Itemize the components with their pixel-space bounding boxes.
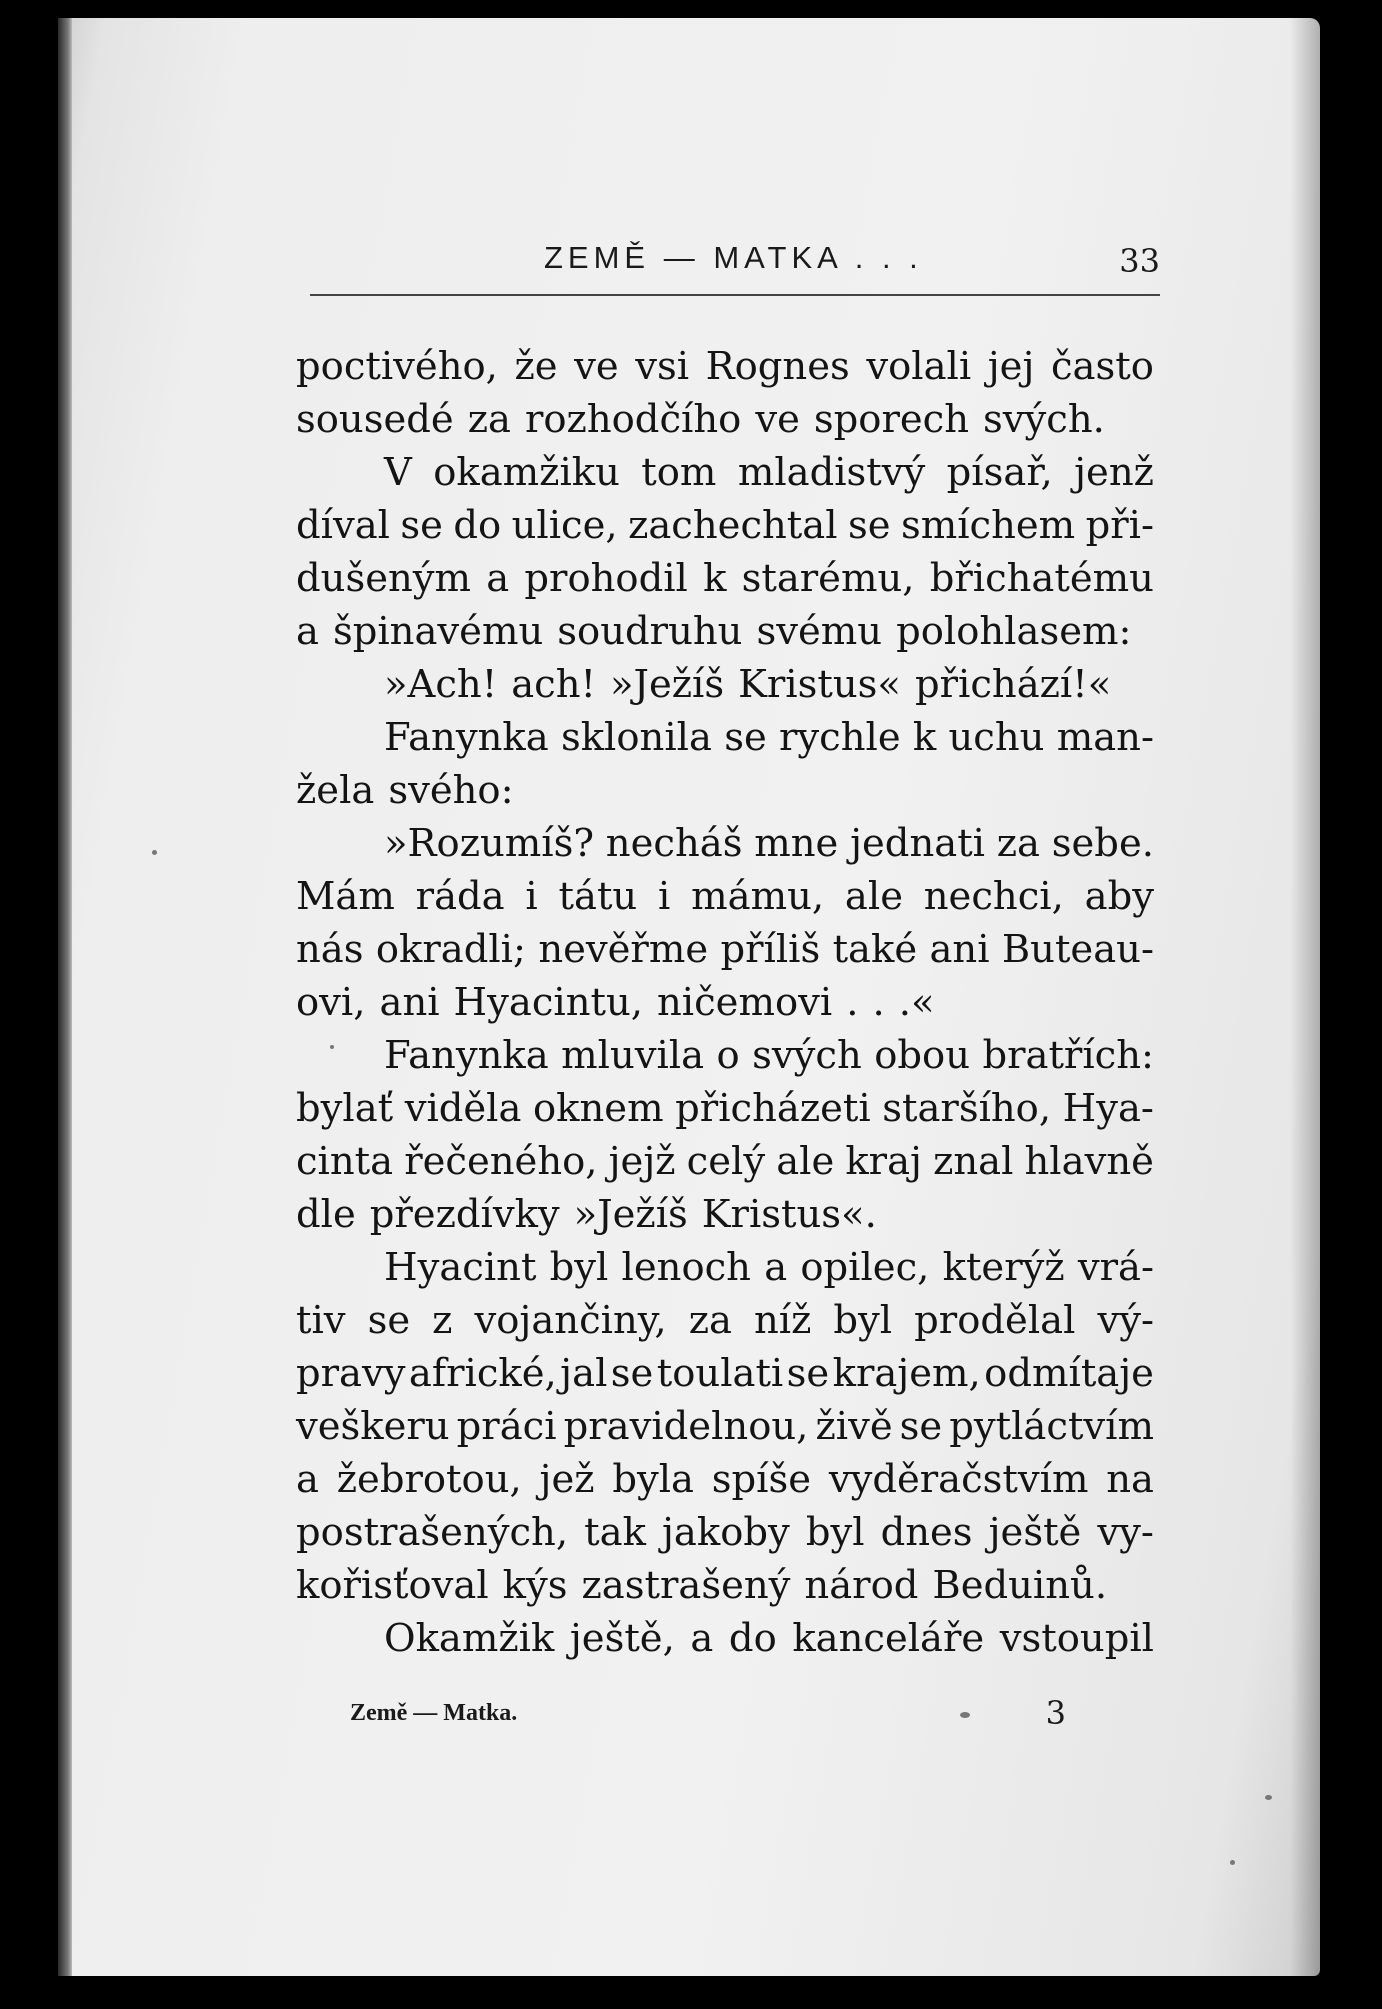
text-line: díval se do ulice, zachechtal se smíchem při- [296,503,1154,548]
paper-speck [152,850,157,855]
text-line: kořisťoval kýs zastrašený národ Beduinů. [296,1563,1108,1608]
paper-speck [330,1045,334,1049]
text-line: »Ach! ach! »Ježíš Kristus« přichází!« [384,662,1112,707]
page-number: 33 [1119,242,1160,280]
text-line: a špinavému soudruhu svému polohlasem: [296,609,1132,654]
signature-mark: Země — Matka. [350,1700,518,1726]
header-rule [310,294,1160,296]
body-text [296,340,1154,1665]
page-header [300,232,1160,296]
text-line: poctivého, že ve vsi Rognes volali jej často [296,344,1154,389]
text-line: Fanynka sklonila se rychle k uchu man- [384,715,1154,760]
page-gutter-shadow [58,18,72,1976]
paper-speck [1230,1860,1235,1865]
page-footer [350,1694,1066,1744]
text-line: »Rozumíš? necháš mne jednati za sebe. [384,821,1154,866]
text-line: Okamžik ještě, a do kanceláře vstoupil [384,1616,1154,1661]
text-line: postrašených, tak jakoby byl dnes ještě vy- [296,1510,1154,1555]
text-line: veškeru práci pravidelnou, živě se pytláctvím [296,1404,1154,1449]
text-line: dušeným a prohodil k starému, břichatému [296,556,1154,601]
text-line: ovi, ani Hyacintu, ničemovi . . .« [296,980,935,1025]
text-line: dle přezdívky »Ježíš Kristus«. [296,1192,877,1237]
text-line: sousedé za rozhodčího ve sporech svých. [296,397,1105,442]
text-line: pravy africké, jal se toulati se krajem, odmítaje [296,1351,1154,1396]
page-edge-shadow [1290,18,1320,1976]
paper-speck [960,1712,970,1718]
text-line: Mám ráda i tátu i mámu, ale nechci, aby [296,874,1154,919]
text-line: tiv se z vojančiny, za níž byl prodělal vý- [296,1298,1154,1343]
text-line: žela svého: [296,768,514,813]
text-line: a žebrotou, jež byla spíše vyděračstvím na [296,1457,1154,1502]
text-line: V okamžiku tom mladistvý písař, jenž [384,450,1154,495]
text-line: bylať viděla oknem přicházeti staršího, Hya- [296,1086,1154,1131]
text-line: cinta řečeného, jejž celý ale kraj znal hlavně [296,1139,1154,1184]
text-line: Fanynka mluvila o svých obou bratřích: [384,1033,1154,1078]
sheet-number: 3 [1045,1694,1066,1732]
running-title: ZEMĚ — MATKA . . . [544,240,923,275]
text-line: nás okradli; nevěřme příliš také ani Buteau- [296,927,1154,972]
paper-speck [1265,1795,1272,1800]
text-line: Hyacint byl lenoch a opilec, kterýž vrá- [384,1245,1154,1290]
